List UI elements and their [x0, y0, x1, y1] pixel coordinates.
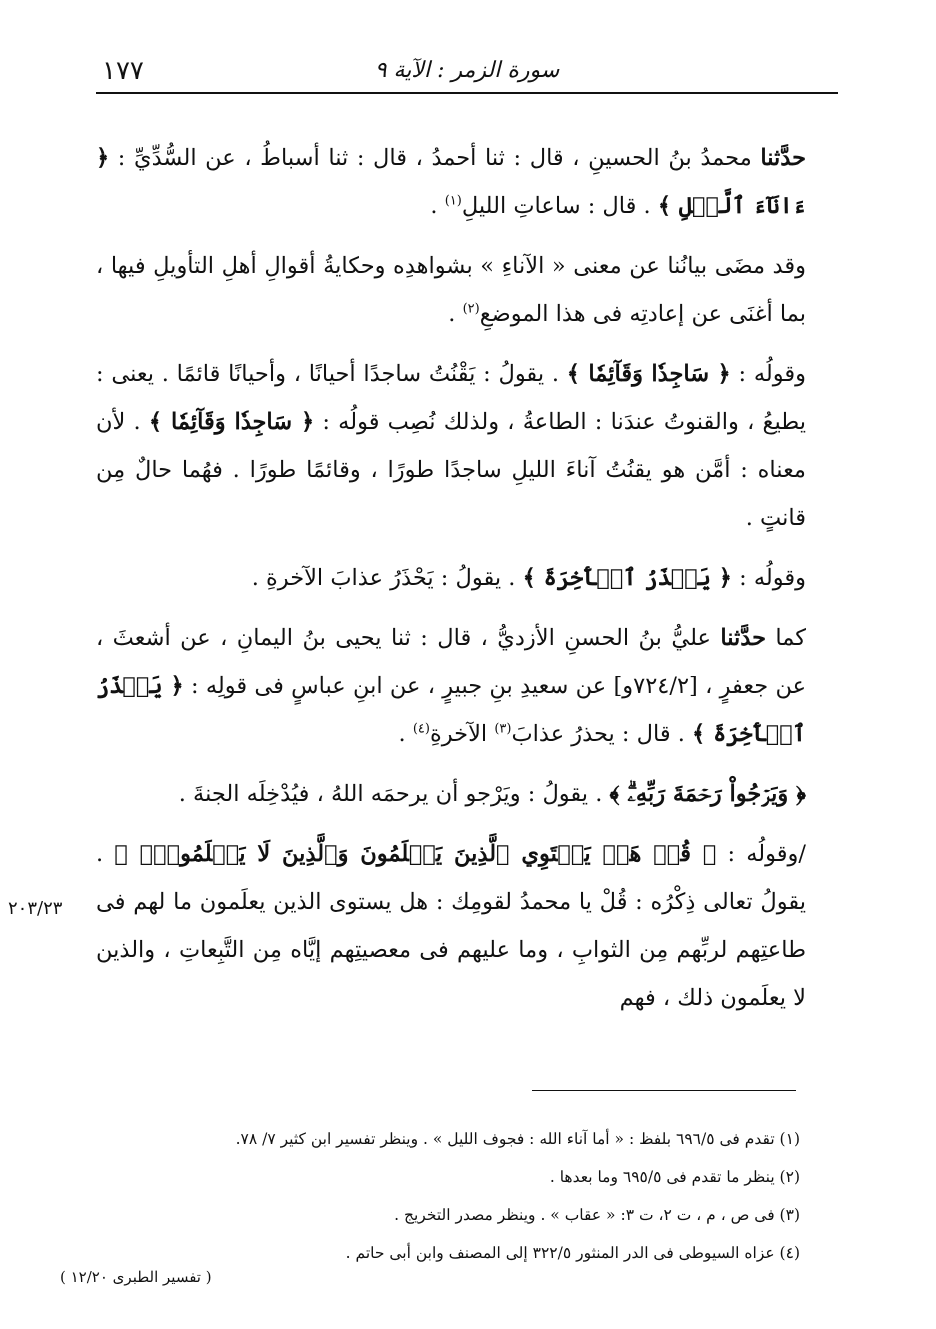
- quran-quote: ﴿ ءَانَآءَ ٱلَّيۡلِ ﴾: [96, 145, 806, 219]
- margin-reference: ٢٠٣/٢٣: [8, 898, 63, 919]
- page-header: [96, 52, 838, 94]
- quran-quote: ﴿ قُلۡ هَلۡ يَسۡتَوِي ٱلَّذِينَ يَعۡلَمُونَ وَٱلَّذِينَ لَا يَعۡلَمُونَۗ ﴾: [114, 841, 717, 867]
- body-paragraph: [96, 242, 840, 338]
- body-paragraph: [96, 614, 840, 758]
- paragraph-text: وقولُه :: [731, 565, 806, 591]
- paragraph-text: . لأن معناه : أمَّن هو يقنُتُ آناءَ الليلِ ساجدًا طورًا ، وقائمًا طورًا . فهُما حالٌ مِن قانتٍ .: [96, 409, 806, 531]
- body-paragraph: [96, 134, 840, 230]
- paragraph-text: الآخرةِ: [429, 721, 495, 747]
- quran-quote: ﴿ يَحۡذَرُ ٱلۡأٓخِرَةَ ﴾: [96, 673, 806, 747]
- quran-quote: ﴿ سَاجِدٗا وَقَآئِمٗا ﴾: [566, 361, 731, 387]
- footnote-3: (٣) فى ص ، م ، ت ٢، ت ٣: « عقاب » . وينظر مصدر التخريج .: [394, 1206, 800, 1224]
- paragraph-text: . قال : يحذرُ عذابَ: [511, 721, 693, 747]
- quran-quote: ﴿ وَيَرۡجُواْ رَحۡمَةَ رَبِّهِۦۗ ﴾: [609, 781, 806, 807]
- main-text: [96, 134, 840, 1022]
- paragraph-text: . يقولُ : يَحْذَرُ عذابَ الآخرةِ .: [251, 565, 523, 591]
- paragraph-text: كما: [766, 625, 806, 651]
- footnote-2: (٢) ينظر ما تقدم فى ٦٩٥/٥ وما بعدها .: [549, 1168, 800, 1186]
- paragraph-text: . يقولُ : ويَرْجو أن يرحمَه اللهُ ، فيُدْخِلَه الجنةَ .: [178, 781, 610, 807]
- paragraph-text: محمدُ بنُ الحسينِ ، قال : ثنا أحمدُ ، قال : ثنا أسباطُ ، عن السُّدِّيِّ :: [109, 145, 761, 171]
- signature-mark: ( تفسير الطبرى ١٢/٢٠ ): [60, 1268, 212, 1286]
- paragraph-text: /وقولُه :: [716, 841, 806, 867]
- body-paragraph: [96, 554, 840, 602]
- quran-quote: ﴿ يَحۡذَرُ ٱلۡأٓخِرَةَ ﴾: [522, 565, 732, 591]
- paragraph-text: . يقولُ : يَقْنُتُ ساجدًا أحيانًا ، وأحيانًا قائمًا . يعنى : يطيعُ ، والقنوتُ عندَنا : الطاعةُ ، ولذلك نُصِب قولُه :: [96, 361, 807, 435]
- paragraph-text: وقولُه :: [730, 361, 806, 387]
- body-paragraph: [96, 770, 840, 818]
- narration-keyword: حدَّثنا: [720, 625, 766, 651]
- footnote-ref: (٢): [462, 301, 480, 317]
- paragraph-text: .: [448, 301, 463, 327]
- footnote-separator: [532, 1090, 796, 1091]
- paragraph-text: .: [430, 193, 445, 219]
- body-paragraph: [96, 830, 840, 1022]
- page-number: ١٧٧: [102, 56, 144, 86]
- running-title: سورة الزمر : الآية ٩: [374, 58, 560, 83]
- footnotes: [120, 1120, 800, 1272]
- paragraph-text: . يقولُ تعالى ذِكْرُه : قُلْ يا محمدُ لقومِك : هل يستوى الذين يعلَمون ما لهم فى طاعتِهم لربِّهم مِن الثوابِ ، وما عليهم فى معصيتِهم إيَّاه مِن التَّبِعاتِ ، والذين لا يعلَمون ذلك ، فهم: [96, 841, 806, 1011]
- quran-quote: ﴿ سَاجِدٗا وَقَآئِمٗا ﴾: [148, 409, 315, 435]
- footnote-ref: (٣): [494, 721, 512, 737]
- paragraph-text: عليُّ بنُ الحسنِ الأزديُّ ، قال : ثنا يحيى بنُ اليمانِ ، عن أشعثَ ، عن جعفرٍ ، [٧٢٤/٢و] عن سعيدِ بنِ جبيرٍ ، عن ابنِ عباسٍ فى قولِه :: [96, 625, 807, 699]
- body-paragraph: [96, 350, 840, 542]
- paragraph-text: وقد مضَى بيانُنا عن معنى « الآناءِ » بشواهدِه وحكايةُ أقوالِ أهلِ التأويلِ فيها ، بما أغنَى عن إعادتِه فى هذا الموضعِ: [96, 253, 806, 327]
- footnote-ref: (١): [444, 193, 462, 209]
- footnote-4: (٤) عزاه السيوطى فى الدر المنثور ٣٢٢/٥ إلى المصنف وابن أبى حاتم .: [345, 1244, 800, 1262]
- footnote-1: (١) تقدم فى ٦٩٦/٥ بلفظ : « أما آناء الله : فجوف الليل » . وينظر تفسير ابن كثير ٧/ ٧٨.: [235, 1130, 800, 1148]
- paragraph-text: .: [398, 721, 413, 747]
- paragraph-text: . قال : ساعاتِ الليلِ: [461, 193, 658, 219]
- narration-keyword: حدَّثنا: [760, 145, 806, 171]
- footnote-ref: (٤): [412, 721, 430, 737]
